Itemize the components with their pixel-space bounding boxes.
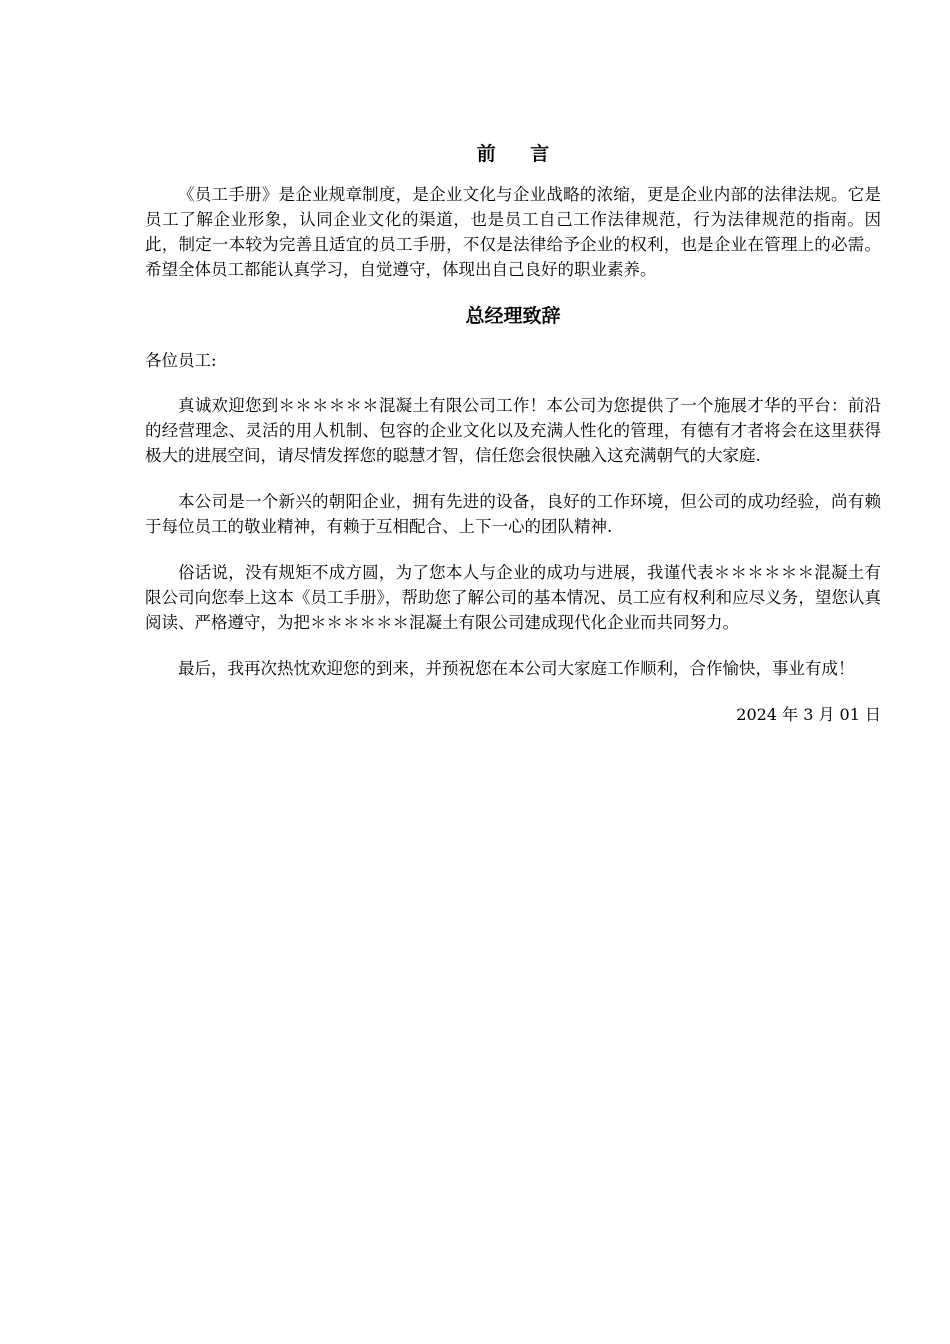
speech-paragraph-2: 本公司是一个新兴的朝阳企业，拥有先进的设备，良好的工作环境，但公司的成功经验，尚有赖于每位员工的敬业精神，有赖于互相配合、上下一心的团队精神. xyxy=(145,492,881,536)
preface-paragraph: 《员工手册》是企业规章制度，是企业文化与企业战略的浓缩，更是企业内部的法律法规。它是员工了解企业形象，认同企业文化的渠道，也是员工自己工作法律规范，行为法律规范的指南。因此，制定一本较为完善且适宜的员工手册，不仅是法律给予企业的权利，也是企业在管理上的必需。希望全体员工都能认真学习，自觉遵守，体现出自己良好的职业素养。 xyxy=(145,185,881,279)
document-page xyxy=(145,140,881,727)
salutation: 各位员工: xyxy=(145,351,217,370)
speech-paragraph-4: 最后，我再次热忱欢迎您的到来，并预祝您在本公司大家庭工作顺利，合作愉快，事业有成！ xyxy=(178,659,855,678)
speech-date: 2024 年 3 月 01 日 xyxy=(736,705,881,724)
speech-paragraph-1: 真诚欢迎您到＊＊＊＊＊＊混凝土有限公司工作！本公司为您提供了一个施展才华的平台：前沿的经营理念、灵活的用人机制、包容的企业文化以及充满人性化的管理，有德有才者将会在这里获得极大的进展空间，请尽情发挥您的聪慧才智，信任您会很快融入这充满朝气的大家庭. xyxy=(145,396,881,465)
speech-paragraph-3: 俗话说，没有规矩不成方圆，为了您本人与企业的成功与进展，我谨代表＊＊＊＊＊＊混凝土有限公司向您奉上这本《员工手册》，帮助您了解公司的基本情况、员工应有权利和应尽义务，望您认真阅读、严格遵守，为把＊＊＊＊＊＊混凝土有限公司建成现代化企业而共同努力。 xyxy=(145,563,881,632)
speech-title: 总经理致辞 xyxy=(465,305,561,327)
preface-title: 前 言 xyxy=(476,143,564,165)
